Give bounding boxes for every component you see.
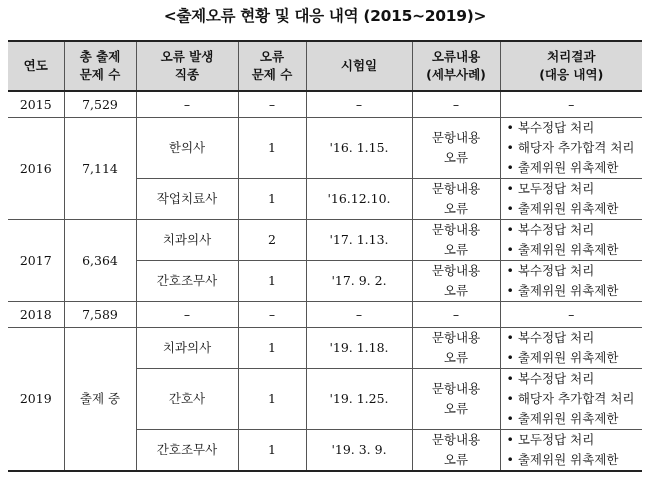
cell-total: 6,364: [64, 220, 136, 302]
cell-year: 2015: [8, 91, 64, 118]
header-year: 연도: [8, 41, 64, 91]
result-item: • 출제위원 위촉제한: [506, 160, 619, 175]
result-item: • 출제위원 위촉제한: [506, 452, 619, 467]
result-item: • 모두정답 처리: [506, 432, 595, 447]
cell-job: 치과의사: [136, 220, 238, 261]
cell-date: '17. 1.13.: [306, 220, 412, 261]
cell-date: '16. 1.15.: [306, 118, 412, 179]
cell-content: 문항내용 오류: [412, 261, 500, 302]
header-job-type: 오류 발생 직종: [136, 41, 238, 91]
cell-total: 7,589: [64, 302, 136, 328]
header-result: 처리결과 (대응 내역): [500, 41, 642, 91]
cell-job: 간호조무사: [136, 430, 238, 472]
cell-result: –: [500, 302, 642, 328]
cell-content: 문항내용 오류: [412, 430, 500, 472]
cell-result: [500, 369, 642, 430]
cell-result: [500, 220, 642, 261]
cell-total: 7,114: [64, 118, 136, 220]
header-total-questions: 총 출제 문제 수: [64, 41, 136, 91]
cell-count: 1: [238, 369, 306, 430]
cell-year: 2019: [8, 328, 64, 472]
cell-job: 치과의사: [136, 328, 238, 369]
cell-year: 2016: [8, 118, 64, 220]
cell-job: 작업치료사: [136, 179, 238, 220]
result-item: • 출제위원 위촉제한: [506, 201, 619, 216]
result-item: • 출제위원 위촉제한: [506, 242, 619, 257]
cell-result: –: [500, 91, 642, 118]
cell-date: –: [306, 302, 412, 328]
cell-job: –: [136, 91, 238, 118]
result-item: • 복수정답 처리: [506, 371, 595, 386]
result-item: • 복수정답 처리: [506, 222, 595, 237]
cell-content: 문항내용 오류: [412, 328, 500, 369]
cell-date: '16.12.10.: [306, 179, 412, 220]
cell-content: 문항내용 오류: [412, 118, 500, 179]
table-row: [8, 118, 642, 179]
result-item: • 출제위원 위촉제한: [506, 283, 619, 298]
result-item: • 출제위원 위촉제한: [506, 350, 619, 365]
result-item: • 해당자 추가합격 처리: [506, 391, 635, 406]
result-item: • 복수정답 처리: [506, 120, 595, 135]
table-row: [8, 328, 642, 369]
cell-count: –: [238, 91, 306, 118]
cell-year: 2017: [8, 220, 64, 302]
header-exam-date: 시험일: [306, 41, 412, 91]
cell-date: –: [306, 91, 412, 118]
cell-count: 1: [238, 179, 306, 220]
result-item: • 해당자 추가합격 처리: [506, 140, 635, 155]
cell-count: 2: [238, 220, 306, 261]
error-status-table: [8, 40, 642, 472]
result-item: • 모두정답 처리: [506, 181, 595, 196]
table-row: [8, 302, 642, 328]
header-error-count: 오류 문제 수: [238, 41, 306, 91]
cell-count: 1: [238, 261, 306, 302]
cell-job: –: [136, 302, 238, 328]
cell-total: 출제 중: [64, 328, 136, 472]
cell-result: [500, 328, 642, 369]
cell-content: –: [412, 91, 500, 118]
cell-content: 문항내용 오류: [412, 220, 500, 261]
table-title: <출제오류 현황 및 대응 내역 (2015~2019)>: [163, 7, 487, 25]
cell-count: –: [238, 302, 306, 328]
cell-result: [500, 261, 642, 302]
cell-result: [500, 118, 642, 179]
cell-result: [500, 179, 642, 220]
cell-content: 문항내용 오류: [412, 369, 500, 430]
table-row: [8, 220, 642, 261]
result-item: • 출제위원 위촉제한: [506, 411, 619, 426]
cell-content: 문항내용 오류: [412, 179, 500, 220]
cell-date: '19. 1.25.: [306, 369, 412, 430]
header-row: [8, 41, 642, 91]
cell-total: 7,529: [64, 91, 136, 118]
cell-result: [500, 430, 642, 472]
cell-job: 간호조무사: [136, 261, 238, 302]
result-item: • 복수정답 처리: [506, 263, 595, 278]
cell-date: '17. 9. 2.: [306, 261, 412, 302]
cell-count: 1: [238, 430, 306, 472]
cell-year: 2018: [8, 302, 64, 328]
cell-count: 1: [238, 118, 306, 179]
header-error-content: 오류내용 (세부사례): [412, 41, 500, 91]
cell-content: –: [412, 302, 500, 328]
cell-job: 한의사: [136, 118, 238, 179]
cell-job: 간호사: [136, 369, 238, 430]
cell-count: 1: [238, 328, 306, 369]
table-row: [8, 91, 642, 118]
cell-date: '19. 1.18.: [306, 328, 412, 369]
result-item: • 복수정답 처리: [506, 330, 595, 345]
cell-date: '19. 3. 9.: [306, 430, 412, 472]
